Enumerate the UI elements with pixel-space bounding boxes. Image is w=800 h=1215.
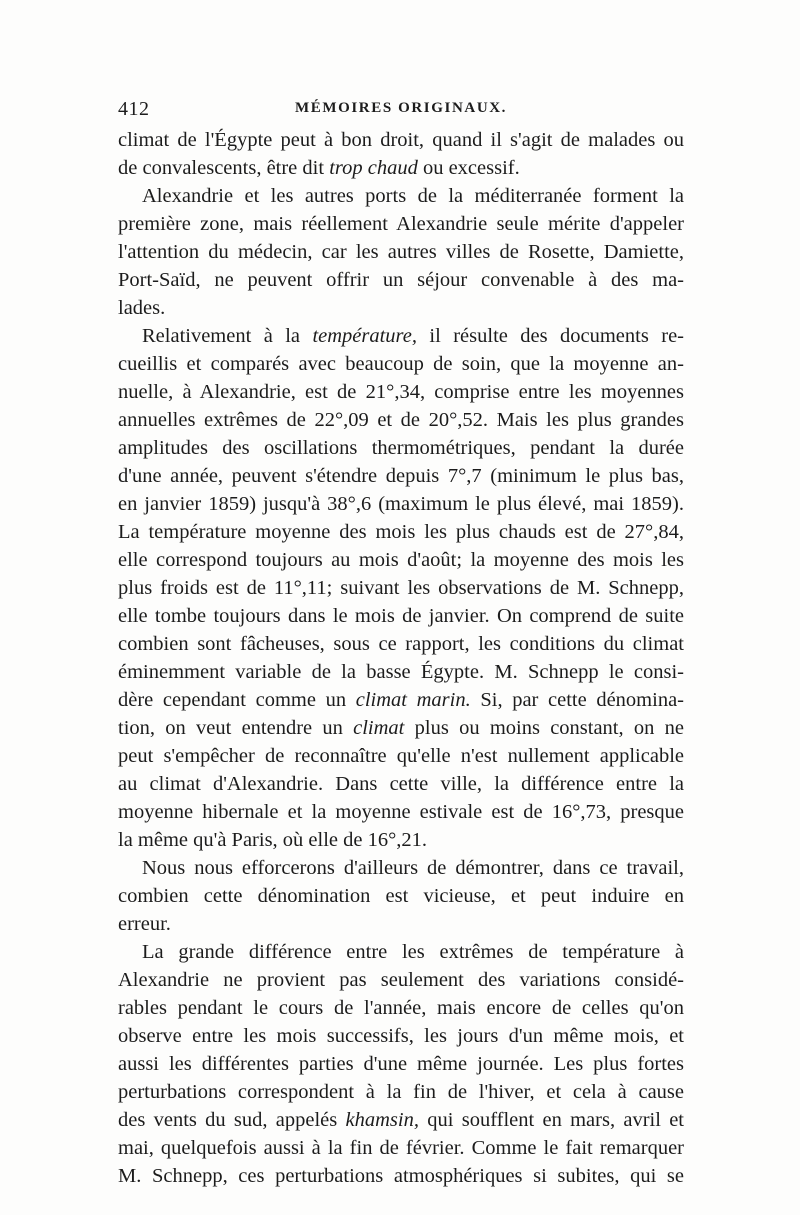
line-text: perturbations correspondent à la fin de l'hiver, et cela à cause — [118, 1081, 684, 1103]
text-line — [118, 126, 684, 154]
text-line — [118, 770, 684, 798]
page-number: 412 — [118, 98, 150, 120]
line-text: moyenne hibernale et la moyenne estivale est de 16°,73, presque — [118, 801, 684, 823]
line-text: combien cette dénomination est vicieuse, et peut induire en — [118, 885, 684, 907]
running-head — [118, 98, 684, 126]
line-text: lades. — [118, 297, 166, 319]
line-text: combien sont fâcheuses, sous ce rapport, les conditions du climat — [118, 633, 684, 655]
text-line — [118, 546, 684, 574]
line-text: des vents du sud, appelés — [118, 1109, 346, 1131]
line-text: de convalescents, être dit — [118, 157, 330, 179]
italic-term: khamsin, — [345, 1109, 419, 1131]
line-text: observe entre les mois successifs, les jours d'un même mois, et — [118, 1025, 684, 1047]
running-title: MÉMOIRES ORIGINAUX. — [294, 100, 508, 116]
line-text-continued: Si, par cette dénomina- — [470, 689, 684, 711]
line-text: l'attention du médecin, car les autres villes de Rosette, Damiette, — [118, 241, 684, 263]
line-text: amplitudes des oscillations thermométriques, pendant la durée — [118, 437, 684, 459]
text-line — [118, 602, 684, 630]
body-text — [118, 126, 684, 1190]
line-text: climat de l'Égypte peut à bon droit, quand il s'agit de malades ou — [118, 129, 684, 151]
line-text-continued: ou excessif. — [417, 157, 520, 179]
text-line — [118, 294, 684, 322]
line-text: première zone, mais réellement Alexandrie seule mérite d'appeler — [118, 213, 684, 235]
text-line — [118, 1134, 684, 1162]
line-text: peut s'empêcher de reconnaître qu'elle n'est nullement applicable — [118, 745, 684, 767]
text-line — [118, 574, 684, 602]
text-line — [118, 1078, 684, 1106]
text-line — [118, 434, 684, 462]
italic-term: climat marin. — [355, 689, 471, 711]
line-text: Alexandrie et les autres ports de la méditerranée forment la — [142, 185, 684, 207]
text-line — [118, 854, 684, 882]
text-line — [118, 154, 684, 182]
text-line — [118, 714, 684, 742]
italic-term: trop chaud — [329, 157, 418, 179]
line-text: au climat d'Alexandrie. Dans cette ville, la différence entre la — [118, 773, 684, 795]
text-line — [118, 994, 684, 1022]
text-line — [118, 686, 684, 714]
text-line — [118, 910, 684, 938]
text-line — [118, 210, 684, 238]
line-text: nuelle, à Alexandrie, est de 21°,34, comprise entre les moyennes — [118, 381, 684, 403]
line-text: aussi les différentes parties d'une même journée. Les plus fortes — [118, 1053, 684, 1075]
text-line — [118, 938, 684, 966]
text-line — [118, 742, 684, 770]
text-line — [118, 462, 684, 490]
text-line — [118, 518, 684, 546]
text-line — [118, 378, 684, 406]
line-text: tion, on veut entendre un — [118, 717, 354, 739]
text-line — [118, 238, 684, 266]
line-text: Nous nous efforcerons d'ailleurs de démontrer, dans ce travail, — [142, 857, 684, 879]
line-text: la même qu'à Paris, où elle de 16°,21. — [118, 829, 428, 851]
text-line — [118, 350, 684, 378]
text-line — [118, 490, 684, 518]
text-line — [118, 1050, 684, 1078]
line-text-continued: qui soufflent en mars, avril et — [418, 1109, 684, 1131]
text-line — [118, 798, 684, 826]
text-line — [118, 966, 684, 994]
line-text: Alexandrie ne provient pas seulement des variations considé- — [118, 969, 684, 991]
line-text: Port-Saïd, ne peuvent offrir un séjour convenable à des ma- — [118, 269, 684, 291]
text-line — [118, 266, 684, 294]
line-text: cueillis et comparés avec beaucoup de soin, que la moyenne an- — [118, 353, 684, 375]
text-line — [118, 882, 684, 910]
line-text-continued: plus ou moins constant, on ne — [404, 717, 684, 739]
text-line — [118, 322, 684, 350]
line-text: La grande différence entre les extrêmes de température à — [142, 941, 684, 963]
line-text: mai, quelquefois aussi à la fin de février. Comme le fait remarquer — [118, 1137, 684, 1159]
italic-term: température, — [312, 325, 417, 347]
text-line — [118, 658, 684, 686]
line-text: en janvier 1859) jusqu'à 38°,6 (maximum le plus élevé, mai 1859). — [118, 493, 684, 515]
text-line — [118, 630, 684, 658]
line-text: éminemment variable de la basse Égypte. M. Schnepp le consi- — [118, 661, 684, 683]
text-line — [118, 1162, 684, 1190]
line-text: annuelles extrêmes de 22°,09 et de 20°,52. Mais les plus grandes — [118, 409, 684, 431]
text-line — [118, 826, 684, 854]
line-text: erreur. — [118, 913, 171, 935]
line-text: dère cependant comme un — [118, 689, 356, 711]
italic-term: climat — [353, 717, 405, 739]
line-text: M. Schnepp, ces perturbations atmosphériques si subites, qui se — [118, 1165, 684, 1187]
line-text: La température moyenne des mois les plus chauds est de 27°,84, — [118, 521, 684, 543]
text-line — [118, 1022, 684, 1050]
line-text: elle tombe toujours dans le mois de janvier. On comprend de suite — [118, 605, 684, 627]
line-text: rables pendant le cours de l'année, mais encore de celles qu'on — [118, 997, 684, 1019]
text-line — [118, 1106, 684, 1134]
line-text: elle correspond toujours au mois d'août; la moyenne des mois les — [118, 549, 684, 571]
line-text: Relativement à la — [142, 325, 313, 347]
line-text: d'une année, peuvent s'étendre depuis 7°,7 (minimum le plus bas, — [118, 465, 684, 487]
line-text-continued: il résulte des documents re- — [417, 325, 684, 347]
text-line — [118, 182, 684, 210]
text-line — [118, 406, 684, 434]
line-text: plus froids est de 11°,11; suivant les observations de M. Schnepp, — [118, 577, 684, 599]
